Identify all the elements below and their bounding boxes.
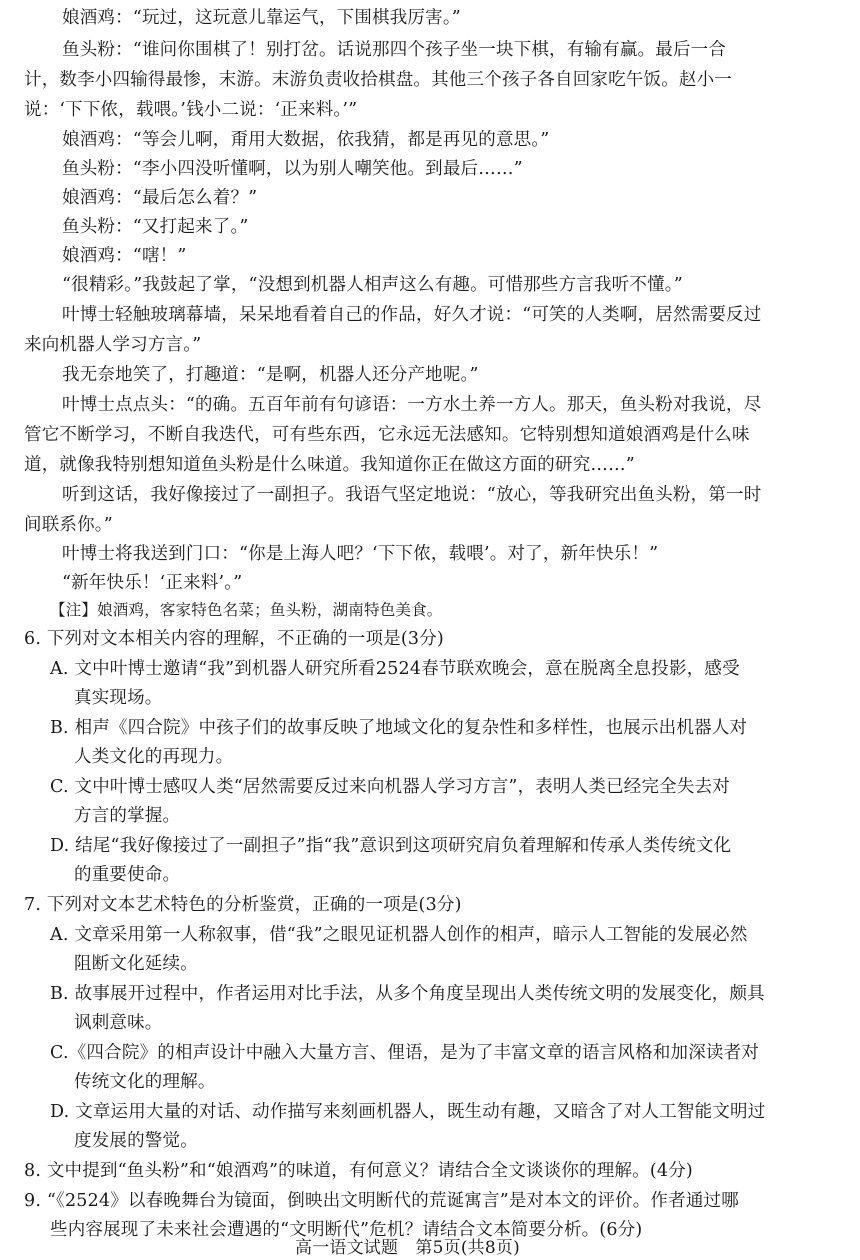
question-7-option-d: D. 文章运用大量的对话、动作描写来刻画机器人，既生动有趣，又暗含了对人工智能文明过 [50, 1102, 766, 1122]
question-9-cont: 些内容展现了未来社会遭遇的“文明断代”危机？请结合文本简要分析。(6分) [50, 1220, 643, 1240]
question-7-option-a-cont: 阻断文化延续。 [74, 954, 198, 974]
passage-line: 娘酒鸡：“最后怎么着？” [62, 188, 258, 208]
passage-line: 娘酒鸡：“等会儿啊，甭用大数据，依我猜，都是再见的意思。” [62, 130, 550, 150]
question-6-stem: 6. 下列对文本相关内容的理解，不正确的一项是(3分) [24, 629, 444, 649]
question-6-option-a: A. 文中叶博士邀请“我”到机器人研究所看2524春节联欢晚会，意在脱离全息投影，感受 [50, 659, 740, 679]
question-6-option-d-cont: 的重要使命。 [74, 865, 181, 885]
question-6-option-c-cont: 方言的掌握。 [74, 806, 181, 826]
passage-line: 计，数李小四输得最惨，末游。末游负责收拾棋盘。其他三个孩子各自回家吃午饭。赵小一 [24, 70, 732, 90]
passage-line: 听到这话，我好像接过了一副担子。我语气坚定地说：“放心，等我研究出鱼头粉，第一时 [62, 485, 762, 505]
question-7-stem: 7. 下列对文本艺术特色的分析鉴赏，正确的一项是(3分) [24, 895, 462, 915]
question-9: 9. “《2524》以春晚舞台为镜面，倒映出文明断代的荒诞寓言”是对本文的评价。作者通过哪 [24, 1191, 739, 1211]
passage-line: 娘酒鸡：“玩过，这玩意儿靠运气，下围棋我厉害。” [62, 8, 461, 28]
question-7-option-b-cont: 讽刺意味。 [74, 1013, 163, 1033]
question-7-option-b: B. 故事展开过程中，作者运用对比手法，从多个角度呈现出人类传统文明的发展变化，颇具 [50, 984, 765, 1004]
question-6-option-a-cont: 真实现场。 [74, 688, 163, 708]
question-8: 8. 文中提到“鱼头粉”和“娘酒鸡”的味道，有何意义？请结合全文谈谈你的理解。(4分) [24, 1161, 693, 1181]
passage-line: 娘酒鸡：“嗐！” [62, 246, 187, 266]
passage-line: 道，就像我特别想知道鱼头粉是什么味道。我知道你正在做这方面的研究……” [24, 455, 635, 475]
passage-line: 管它不断学习，不断自我迭代，可有些东西，它永远无法感知。它特别想知道娘酒鸡是什么味 [24, 425, 750, 445]
passage-line: “新年快乐！‘正来料’。” [62, 573, 243, 593]
passage-line: 我无奈地笑了，打趣道：“是啊，机器人还分产地呢。” [62, 365, 479, 385]
question-6-option-b-cont: 人类文化的再现力。 [74, 747, 234, 767]
footnote: 【注】娘酒鸡，客家特色名菜；鱼头粉，湖南特色美食。 [50, 601, 443, 619]
passage-line: 鱼头粉：“又打起来了。” [62, 217, 249, 237]
passage-line: 叶博士点点头：“的确。五百年前有句谚语：一方水土养一方人。那天，鱼头粉对我说，尽 [62, 395, 762, 415]
question-7-option-a: A. 文章采用第一人称叙事，借“我”之眼见证机器人创作的相声，暗示人工智能的发展必然 [50, 925, 748, 945]
page-footer: 高一语文试题 第5页(共8页) [295, 1238, 520, 1258]
question-6-option-d: D. 结尾“我好像接过了一副担子”指“我”意识到这项研究肩负着理解和传承人类传统文化 [50, 836, 732, 856]
question-6-option-b: B. 相声《四合院》中孩子们的故事反映了地域文化的复杂性和多样性，也展示出机器人对 [50, 718, 748, 738]
question-7-option-c-cont: 传统文化的理解。 [74, 1072, 216, 1092]
passage-line: 鱼头粉：“谁问你围棋了！别打岔。话说那四个孩子坐一块下棋，有输有赢。最后一合 [62, 40, 727, 60]
passage-line: “很精彩。”我鼓起了掌，“没想到机器人相声这么有趣。可惜那些方言我听不懂。” [62, 275, 683, 295]
passage-line: 间联系你。” [24, 515, 113, 535]
question-7-option-d-cont: 度发展的警觉。 [74, 1131, 198, 1151]
passage-line: 鱼头粉：“李小四没听懂啊，以为别人嘲笑他。到最后……” [62, 159, 523, 179]
question-7-option-c: C.《四合院》的相声设计中融入大量方言、俚语，是为了丰富文章的语言风格和加深读者对 [50, 1043, 760, 1063]
question-6-option-c: C. 文中叶博士感叹人类“居然需要反过来向机器人学习方言”，表明人类已经完全失去对 [50, 777, 730, 797]
passage-line: 来向机器人学习方言。” [24, 335, 202, 355]
passage-line: 叶博士轻触玻璃幕墙，呆呆地看着自己的作品，好久才说：“可笑的人类啊，居然需要反过 [62, 305, 762, 325]
passage-line: 说：‘下下侬，载喂。’钱小二说：‘正来料。’” [24, 100, 358, 120]
passage-line: 叶博士将我送到门口：“你是上海人吧？‘下下侬，载喂’。对了，新年快乐！” [62, 544, 659, 564]
